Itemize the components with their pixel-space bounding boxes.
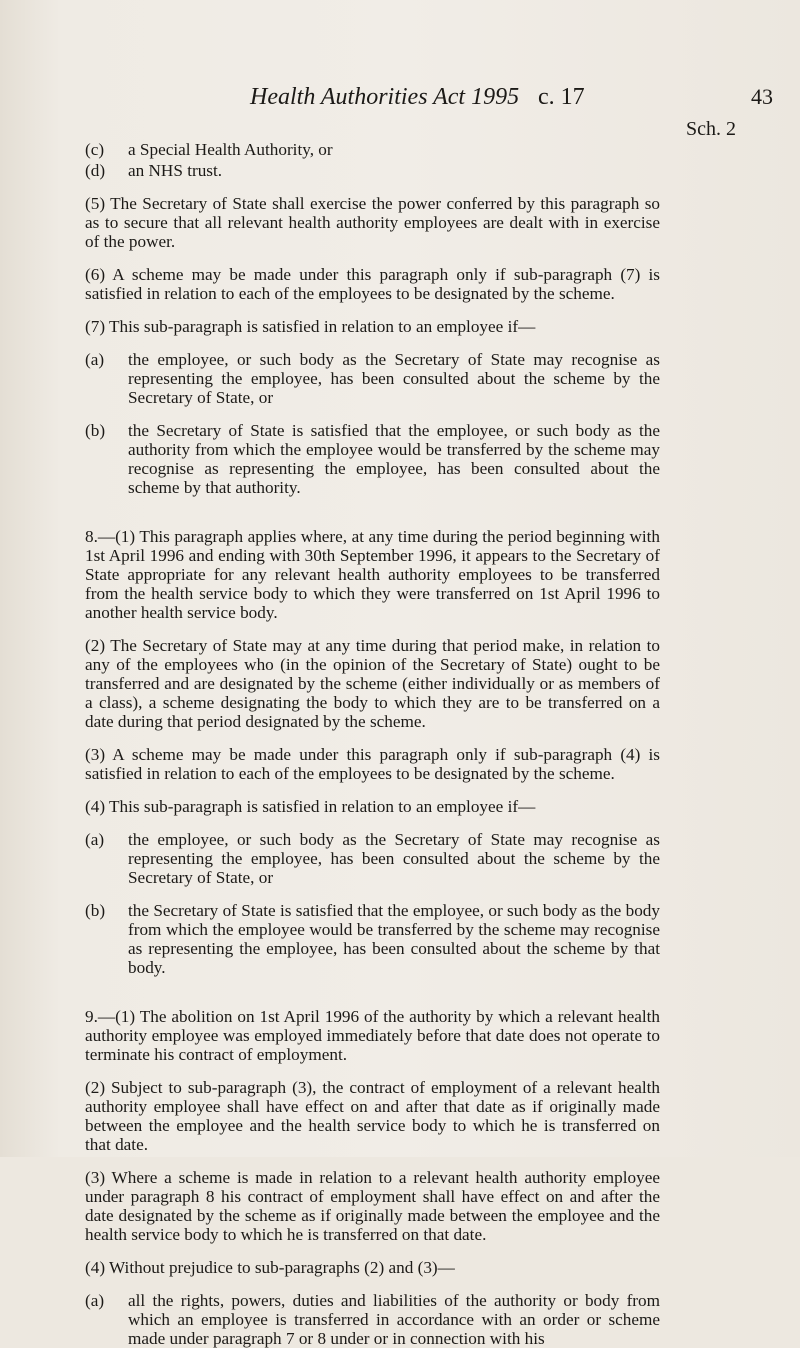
- body-text: [85, 140, 660, 1348]
- item-text: an NHS trust.: [128, 161, 223, 180]
- paragraph-8-3: (3) A scheme may be made under this paragraph only if sub-paragraph (4) is satisfied in relation to each of the employees to be designated by the scheme.: [85, 745, 660, 783]
- item-label: (a): [85, 1291, 105, 1310]
- item-label: (a): [85, 830, 105, 849]
- item-text: all the rights, powers, duties and liabilities of the authority or body from which an employee is transferred in accordance with an order or scheme made under paragraph 7 or 8 under or in connection with his: [128, 1291, 660, 1348]
- paragraph-9-3: (3) Where a scheme is made in relation to a relevant health authority employee under paragraph 8 his contract of employment shall have effect on and after the date designated by the scheme as if originally made between the employee and the health service body to which he is transferred on that date.: [85, 1168, 660, 1244]
- item-label: (b): [85, 901, 106, 920]
- paragraph-8-4: (4) This sub-paragraph is satisfied in relation to an employee if—: [85, 797, 536, 816]
- item-label: (d): [85, 161, 106, 180]
- list-item-c: [85, 140, 660, 159]
- list-item-7b: [85, 421, 660, 497]
- schedule-margin-note: Sch. 2: [686, 118, 736, 140]
- list-item-7a: [85, 350, 660, 407]
- paragraph-8-2: (2) The Secretary of State may at any time during that period make, in relation to any of the employees who (in the opinion of the Secretary of State) ought to be transferred and are designated by the scheme (either individually or as members of a class), a scheme designating the body to which they are to be transferred on a date during that period designated by the scheme.: [85, 636, 660, 731]
- item-text: the Secretary of State is satisfied that the employee, or such body as the body from which the employee would be transferred by the scheme may recognise as representing the employee, has been consulted about the scheme by that body.: [128, 901, 660, 977]
- list-item-9-4a: [85, 1291, 660, 1348]
- list-item-8-4a: [85, 830, 660, 887]
- item-text: the Secretary of State is satisfied that the employee, or such body as the authority from which the employee would be transferred by the scheme may recognise as representing the employee, has been consulted about the scheme by that authority.: [128, 421, 660, 497]
- subparagraph-7: (7) This sub-paragraph is satisfied in relation to an employee if—: [85, 317, 536, 336]
- item-text: a Special Health Authority, or: [128, 140, 333, 159]
- subparagraph-5: (5) The Secretary of State shall exercise the power conferred by this paragraph so as to secure that all relevant health authority employees are dealt with in exercise of the power.: [85, 194, 660, 251]
- item-text: the employee, or such body as the Secretary of State may recognise as representing the employee, has been consulted about the scheme by the Secretary of State, or: [128, 350, 660, 407]
- item-label: (b): [85, 421, 106, 440]
- list-item-8-4b: [85, 901, 660, 977]
- page-number: 43: [751, 84, 773, 109]
- item-label: (a): [85, 350, 105, 369]
- act-title: Health Authorities Act 1995: [250, 84, 520, 110]
- list-item-d: [85, 161, 660, 180]
- item-label: (c): [85, 140, 105, 159]
- chapter-number: c. 17: [538, 84, 585, 110]
- running-head: [0, 84, 800, 114]
- paragraph-9-2: (2) Subject to sub-paragraph (3), the contract of employment of a relevant health authority employee shall have effect on and after that date as if originally made between the employee and the health service body to which he is transferred on that date.: [85, 1078, 660, 1154]
- paragraph-8-1: 8.—(1) This paragraph applies where, at any time during the period beginning with 1st April 1996 and ending with 30th September 1996, it appears to the Secretary of State appropriate for any relevant health authority employees to be transferred from the health service body to which they were transferred on 1st April 1996 to another health service body.: [85, 527, 660, 622]
- paragraph-9-1: 9.—(1) The abolition on 1st April 1996 of the authority by which a relevant health authority employee was employed immediately before that date does not operate to terminate his contract of employment.: [85, 1007, 660, 1064]
- paragraph-9-4: (4) Without prejudice to sub-paragraphs (2) and (3)—: [85, 1258, 455, 1277]
- subparagraph-6: (6) A scheme may be made under this paragraph only if sub-paragraph (7) is satisfied in relation to each of the employees to be designated by the scheme.: [85, 265, 660, 303]
- item-text: the employee, or such body as the Secretary of State may recognise as representing the employee, has been consulted about the scheme by the Secretary of State, or: [128, 830, 660, 887]
